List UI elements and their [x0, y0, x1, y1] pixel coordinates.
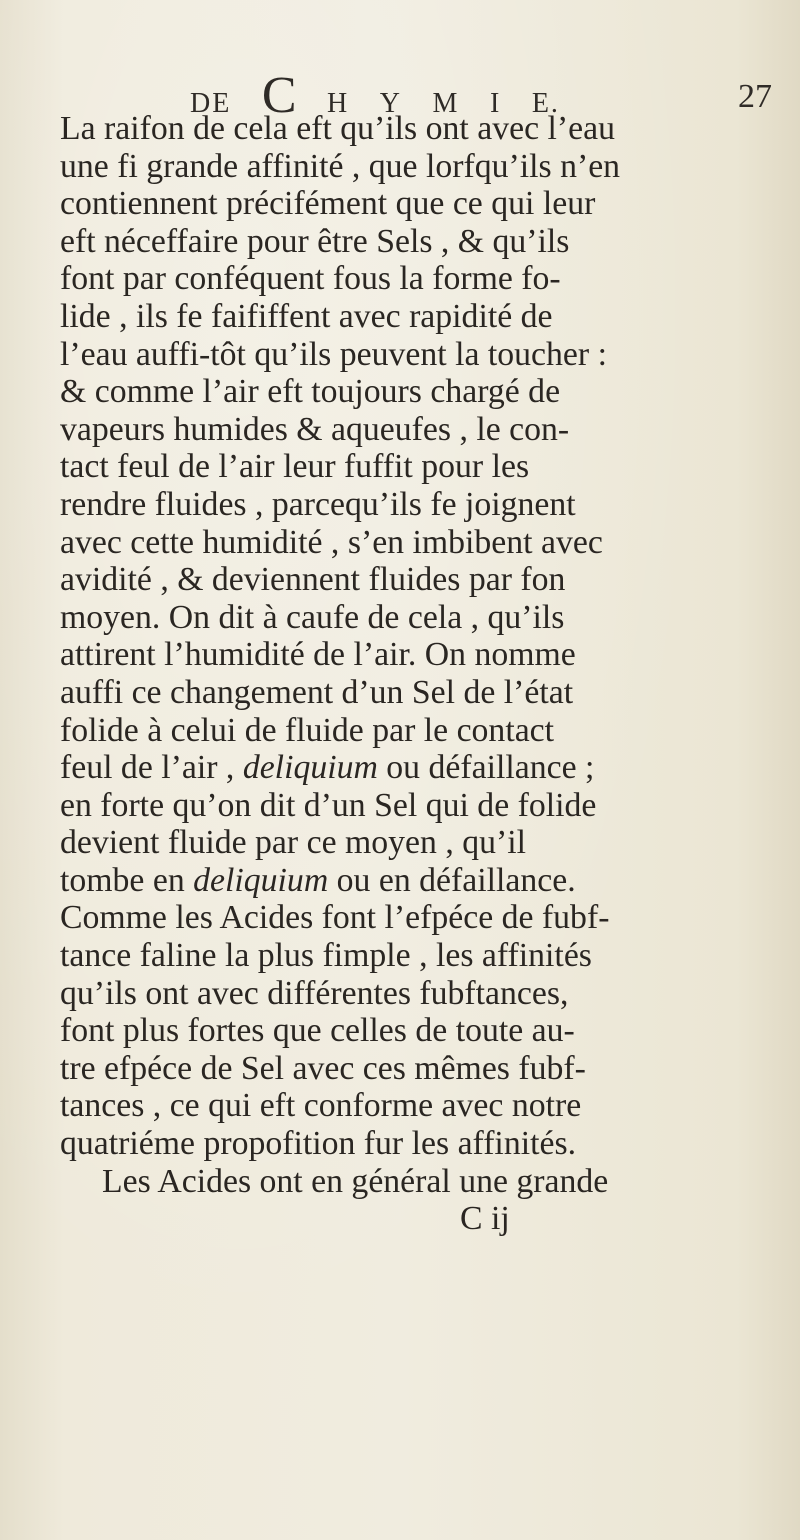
- text-line: [60, 787, 800, 825]
- page-number: 27: [738, 78, 772, 115]
- running-head-prefix: DE: [190, 88, 232, 119]
- text-line-content: contiennent précifément que ce qui leur: [60, 185, 596, 223]
- text-line-content: tact feul de l’air leur fuffit pour les: [60, 448, 530, 486]
- text-line-content: tre efpéce de Sel avec ces mêmes fubf-: [60, 1049, 586, 1087]
- text-line-content: feul de l’air ,: [60, 749, 243, 787]
- running-head-letter: I: [489, 88, 502, 119]
- text-line: [60, 561, 800, 599]
- text-line-content: moyen. On dit à caufe de cela , qu’ils: [60, 598, 565, 636]
- text-line: [60, 1012, 800, 1050]
- text-line-content: font plus fortes que celles de toute au-: [60, 1012, 575, 1050]
- text-line: [60, 148, 800, 186]
- text-line: [60, 1087, 800, 1125]
- text-line-content: ou en défaillance.: [328, 861, 576, 899]
- text-line-content: & comme l’air eft toujours chargé de: [60, 373, 561, 411]
- text-line-content: folide à celui de fluide par le contact: [60, 711, 555, 749]
- body-text: [60, 110, 800, 1238]
- text-line: [60, 110, 800, 148]
- text-line: [60, 185, 800, 223]
- text-line: [60, 1125, 800, 1163]
- text-line-content: l’eau auffi-tôt qu’ils peuvent la toucher :: [60, 335, 607, 373]
- text-line-content: font par conféquent fous la forme fo-: [60, 260, 561, 298]
- text-line: [60, 599, 800, 637]
- text-line: [60, 975, 800, 1013]
- text-line-content: attirent l’humidité de l’air. On nomme: [60, 636, 576, 674]
- text-line-content: avidité , & deviennent fluides par fon: [60, 561, 566, 599]
- text-line-content: avec cette humidité , s’en imbibent avec: [60, 523, 603, 561]
- text-line: [60, 373, 800, 411]
- text-line-content: Les Acides ont en général une grande: [102, 1162, 609, 1200]
- text-line: [60, 411, 800, 449]
- text-line-content: tance faline la plus fimple , les affinités: [60, 937, 592, 975]
- text-line: [60, 298, 800, 336]
- text-line-content: eft néceffaire pour être Sels , & qu’ils: [60, 222, 570, 260]
- text-line-content: en forte qu’on dit d’un Sel qui de folide: [60, 786, 597, 824]
- text-line-content: La raifon de cela eft qu’ils ont avec l’eau: [60, 110, 615, 147]
- text-line-content: qu’ils ont avec différentes fubftances,: [60, 974, 569, 1012]
- text-line: [60, 1163, 800, 1201]
- text-line: [60, 899, 800, 937]
- text-line: [60, 862, 800, 900]
- text-line-content: Comme les Acides font l’efpéce de fubf-: [60, 899, 610, 937]
- text-line: [60, 448, 800, 486]
- text-line-content: quatriéme propofition fur les affinités.: [60, 1125, 577, 1163]
- text-line: [60, 260, 800, 298]
- text-line-content: tombe en: [60, 861, 194, 899]
- text-line-content: auffi ce changement d’un Sel de l’état: [60, 673, 574, 711]
- text-line: [60, 524, 800, 562]
- running-head-letter: H: [327, 88, 350, 119]
- text-line-content: vapeurs humides & aqueufes , le con-: [60, 410, 570, 448]
- latin-term: deliquium: [242, 749, 378, 787]
- signature-mark: C ij: [460, 1200, 510, 1238]
- text-line: [60, 749, 800, 787]
- text-line: [60, 824, 800, 862]
- text-line: [60, 223, 800, 261]
- text-line-content: devient fluide par ce moyen , qu’il: [60, 824, 526, 862]
- text-line: [60, 674, 800, 712]
- text-line-content: une fi grande affinité , que lorfqu’ils n’en: [60, 147, 621, 185]
- text-line: [60, 937, 800, 975]
- running-head-letter: E.: [531, 88, 560, 119]
- text-line: [60, 1050, 800, 1088]
- text-line-content: rendre fluides , parcequ’ils fe joignent: [60, 485, 576, 523]
- text-line-content: tances , ce qui eft conforme avec notre: [60, 1087, 582, 1125]
- text-line-content: lide , ils fe faififfent avec rapidité de: [60, 297, 553, 335]
- text-line-content: ou défaillance ;: [377, 749, 595, 787]
- latin-term: deliquium: [193, 861, 329, 899]
- text-line: [60, 636, 800, 674]
- running-head-letter: Y: [379, 88, 403, 119]
- text-line: [60, 336, 800, 374]
- running-head-letter: M: [432, 88, 460, 119]
- running-head-letter: C: [261, 67, 297, 124]
- text-line: [60, 486, 800, 524]
- text-line: [60, 712, 800, 750]
